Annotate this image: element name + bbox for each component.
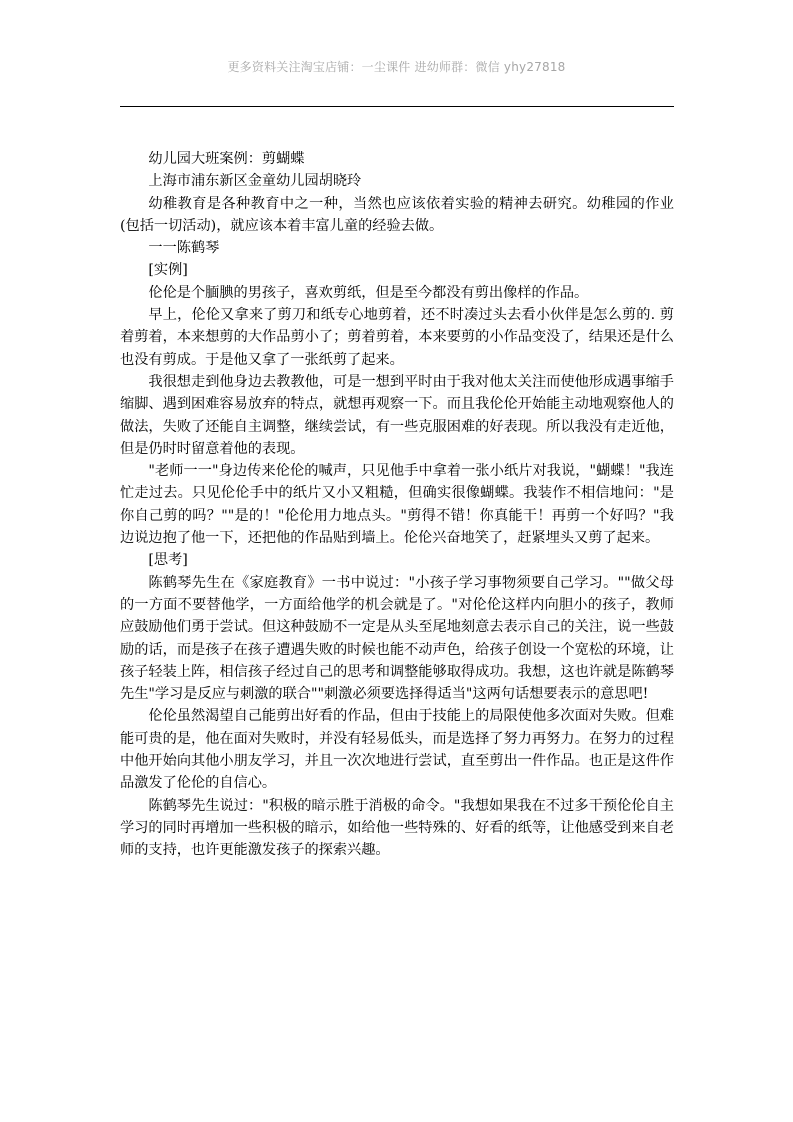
section-heading-reflection: [思考] (148, 552, 188, 569)
page-header-watermark: 更多资料关注淘宝店铺：一尘课件 进幼师群：微信 yhy27818 (227, 60, 566, 74)
section-heading-example: [实例] (148, 262, 188, 279)
paragraph: "老师一一"身边传来伦伦的喊声，只见他手中拿着一张小纸片对我说，"蝴蝶！"我连忙走过去。只见伦伦手中的纸片又小又粗糙，但确实很像蝴蝶。我装作不相信地问："是你自己剪的吗？""是的！"伦伦用力地点头。"剪得不错！你真能干！再剪一个好吗？"我边说边抱了他一下，还把他的作品贴到墙上。伦伦兴奋地笑了，赶紧埋头又剪了起来。 (120, 463, 674, 547)
document-body (120, 148, 674, 862)
header-divider (120, 106, 674, 107)
paragraph-quote: 幼稚教育是各种教育中之一种，当然也应该依着实验的精神去研究。幼稚园的作业(包括一切活动)，就应该本着丰富儿童的经验去做。 (120, 195, 674, 234)
paragraph-quote-attribution: 一一陈鹤琴 (148, 240, 220, 257)
paragraph: 早上，伦伦又拿来了剪刀和纸专心地剪着，还不时凑过头去看小伙伴是怎么剪的. 剪着剪着，本来想剪的大作品剪小了；剪着剪着，本来要剪的小作品变没了，结果还是什么也没有剪成。于是他又拿了一张纸剪了起来。 (120, 307, 674, 368)
paragraph: 我很想走到他身边去教教他，可是一想到平时由于我对他太关注而使他形成遇事缩手缩脚、遇到困难容易放弃的特点，就想再观察一下。而且我伦伦开始能主动地观察他人的做法，失败了还能自主调整，继续尝试，有一些克服困难的好表现。所以我没有走近他，但是仍时时留意着他的表现。 (120, 373, 674, 457)
paragraph: 伦伦是个腼腆的男孩子，喜欢剪纸，但是至今都没有剪出像样的作品。 (148, 284, 589, 301)
document-author: 上海市浦东新区金童幼儿园胡晓玲 (148, 173, 362, 190)
paragraph: 伦伦虽然渴望自己能剪出好看的作品，但由于技能上的局限使他多次面对失败。但难能可贵的是，他在面对失败时，并没有轻易低头，而是选择了努力再努力。在努力的过程中他开始向其他小朋友学习，并且一次次地进行尝试，直至剪出一件作品。也正是这件作品激发了伦伦的自信心。 (120, 708, 674, 792)
paragraph: 陈鹤琴先生在《家庭教育》一书中说过："小孩子学习事物须要自己学习。""做父母的一方面不要替他学，一方面给他学的机会就是了。"对伦伦这样内向胆小的孩子，教师应鼓励他们勇于尝试。但这种鼓励不一定是从头至尾地刻意去表示自己的关注，说一些鼓励的话，而是孩子在孩子遭遇失败的时候也能不动声色，给孩子创设一个宽松的环境，让孩子轻装上阵，相信孩子经过自己的思考和调整能够取得成功。我想，这也许就是陈鹤琴先生"学习是反应与刺激的联合""刺激必须要选择得适当"这两句话想要表示的意思吧! (120, 574, 674, 703)
paragraph: 陈鹤琴先生说过："积极的暗示胜于消极的命令。"我想如果我在不过多干预伦伦自主学习的同时再增加一些积极的暗示，如给他一些特殊的、好看的纸等，让他感受到来自老师的支持，也许更能激发孩子的探索兴趣。 (120, 797, 674, 859)
document-title: 幼儿园大班案例：剪蝴蝶 (148, 151, 305, 167)
